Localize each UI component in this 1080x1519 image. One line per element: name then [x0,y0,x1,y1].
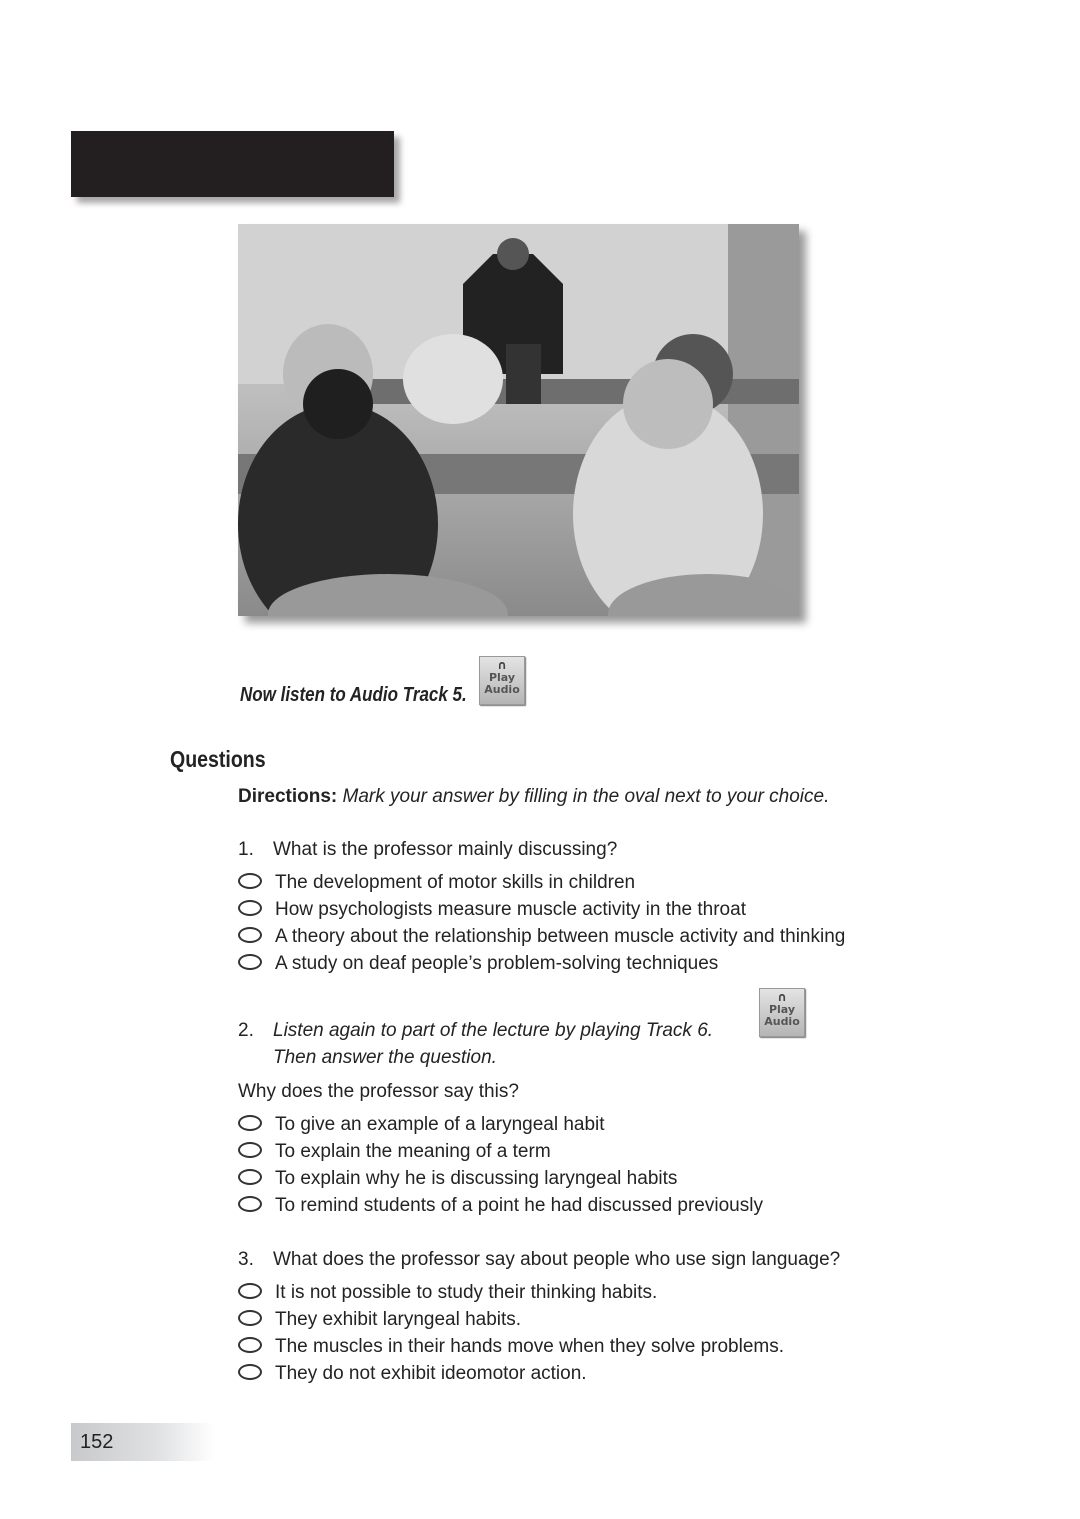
answer-option[interactable]: To explain why he is discussing laryngeal habits [238,1168,677,1190]
answer-option[interactable]: The muscles in their hands move when they solve problems. [238,1336,784,1358]
answer-oval[interactable] [238,1283,262,1299]
answer-option[interactable]: How psychologists measure muscle activity in the throat [238,899,746,921]
answer-oval[interactable] [238,1142,262,1158]
play-audio-button-track-6[interactable]: ∩ Play Audio [759,988,805,1037]
answer-option[interactable]: To explain the meaning of a term [238,1141,551,1163]
answer-oval[interactable] [238,1115,262,1131]
audio-prompt: Now listen to Audio Track 5. [240,684,467,706]
answer-option[interactable]: They exhibit laryngeal habits. [238,1309,521,1331]
answer-oval[interactable] [238,1169,262,1185]
headphones-icon: ∩ [497,658,507,672]
section-title: Questions [170,746,266,772]
answer-oval[interactable] [238,1364,262,1380]
answer-option[interactable]: A study on deaf people’s problem-solving techniques [238,953,718,975]
headphones-icon: ∩ [777,990,787,1004]
play-audio-button-track-5[interactable]: ∩ Play Audio [479,656,525,705]
classroom-illustration [238,224,799,616]
answer-option[interactable]: To give an example of a laryngeal habit [238,1114,605,1136]
answer-option[interactable]: To remind students of a point he had discussed previously [238,1195,763,1217]
answer-option[interactable]: They do not exhibit ideomotor action. [238,1363,587,1385]
page-number: 152 [71,1423,215,1461]
answer-option[interactable]: It is not possible to study their thinking habits. [238,1282,657,1304]
question-2: Why does the professor say this? [238,1081,519,1102]
lecture-photo [238,224,799,616]
question-3: 3. What does the professor say about people who use sign language? [238,1249,841,1270]
answer-oval[interactable] [238,927,262,943]
answer-oval[interactable] [238,1337,262,1353]
answer-oval[interactable] [238,900,262,916]
answer-oval[interactable] [238,954,262,970]
answer-oval[interactable] [238,873,262,889]
question-1: 1. What is the professor mainly discussing? [238,839,618,860]
question-2-instruction-2: Then answer the question. [273,1047,497,1068]
answer-oval[interactable] [238,1196,262,1212]
answer-option[interactable]: The development of motor skills in children [238,872,635,894]
answer-oval[interactable] [238,1310,262,1326]
directions: Directions: Mark your answer by filling in the oval next to your choice. [238,786,830,807]
header-block [71,131,394,197]
question-2-instruction: 2. Listen again to part of the lecture by playing Track 6. [238,1020,714,1041]
answer-option[interactable]: A theory about the relationship between muscle activity and thinking [238,926,845,948]
